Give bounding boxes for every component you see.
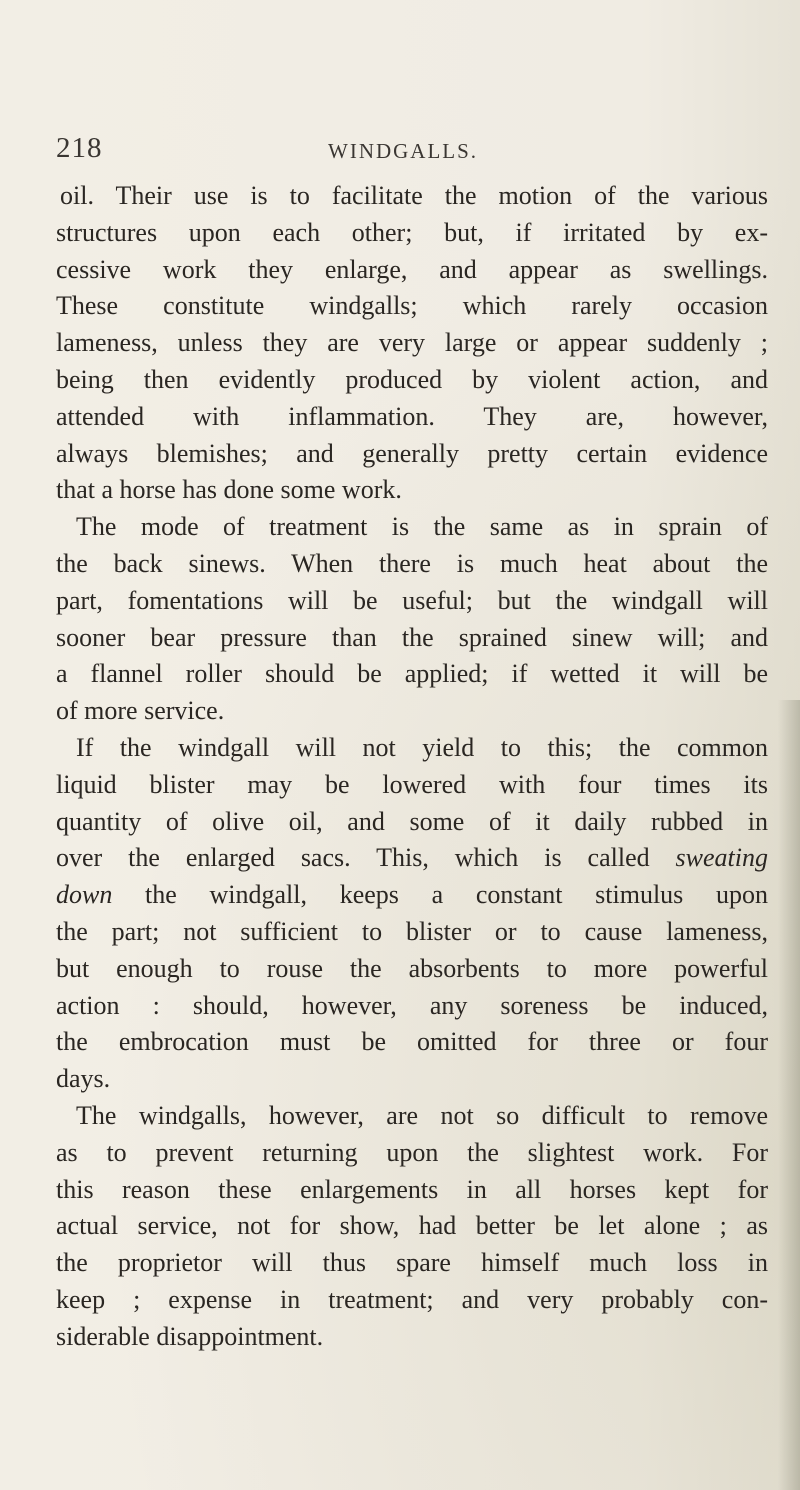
text-line: a flannel roller should be applied; if wetted it will be xyxy=(56,659,768,689)
text-line: The windgalls, however, are not so difficult to remove xyxy=(76,1100,768,1130)
body-text xyxy=(56,178,768,1356)
text-line: always blemishes; and generally pretty certain evidence xyxy=(56,438,768,468)
text-line: the embrocation must be omitted for three or four xyxy=(56,1027,768,1057)
text-line: These constitute windgalls; which rarely occasion xyxy=(56,291,768,321)
text-line: being then evidently produced by violent action, and xyxy=(56,364,768,394)
text-line: sooner bear pressure than the sprained sinew will; and xyxy=(56,622,768,652)
text-line: of more service. xyxy=(56,696,225,726)
running-head xyxy=(56,132,756,172)
text-line: attended with inflammation. They are, however, xyxy=(56,401,768,431)
italic-term: down xyxy=(56,880,113,910)
page-number: 218 xyxy=(56,132,103,164)
text-line: The mode of treatment is the same as in sprain of xyxy=(76,512,768,542)
text-line: as to prevent returning upon the slightest work. For xyxy=(56,1137,768,1167)
text-line: keep ; expense in treatment; and very probably con- xyxy=(56,1284,768,1314)
text-line: part, fomentations will be useful; but the windgall will xyxy=(56,585,768,615)
text-line xyxy=(56,840,768,877)
paragraph xyxy=(56,178,768,509)
page-title: WINDGALLS. xyxy=(328,139,479,163)
text-line: quantity of olive oil, and some of it daily rubbed in xyxy=(56,806,768,836)
text-line: the part; not sufficient to blister or to cause lameness, xyxy=(56,916,768,946)
text-line: siderable disappointment. xyxy=(56,1321,324,1351)
text-line: the proprietor will thus spare himself much loss in xyxy=(56,1248,768,1278)
paragraph xyxy=(56,1098,768,1356)
text-line: lameness, unless they are very large or appear suddenly ; xyxy=(56,328,768,358)
text-segment: over the enlarged sacs. This, which is called xyxy=(56,843,676,873)
text-line: that a horse has done some work. xyxy=(56,475,402,505)
text-line: liquid blister may be lowered with four times its xyxy=(56,769,768,799)
italic-term: sweating xyxy=(675,843,768,873)
text-line: oil. Their use is to facilitate the motion of the various xyxy=(60,181,768,210)
text-line: but enough to rouse the absorbents to more powerful xyxy=(56,953,768,983)
text-line: actual service, not for show, had better be let alone ; as xyxy=(56,1211,768,1241)
text-line: cessive work they enlarge, and appear as swellings. xyxy=(56,254,768,284)
paragraph xyxy=(56,509,768,730)
text-line xyxy=(56,877,768,914)
text-line: this reason these enlargements in all horses kept for xyxy=(56,1174,768,1204)
text-line: If the windgall will not yield to this; the common xyxy=(76,732,768,762)
text-line: action : should, however, any soreness be induced, xyxy=(56,990,768,1020)
paragraph xyxy=(56,730,768,1098)
text-line: the back sinews. When there is much heat about the xyxy=(56,548,768,578)
text-line: days. xyxy=(56,1064,111,1094)
text-line: structures upon each other; but, if irritated by ex- xyxy=(56,217,768,247)
page-edge-shadow xyxy=(778,700,800,1490)
text-segment: the windgall, keeps a constant stimulus upon xyxy=(112,880,768,910)
